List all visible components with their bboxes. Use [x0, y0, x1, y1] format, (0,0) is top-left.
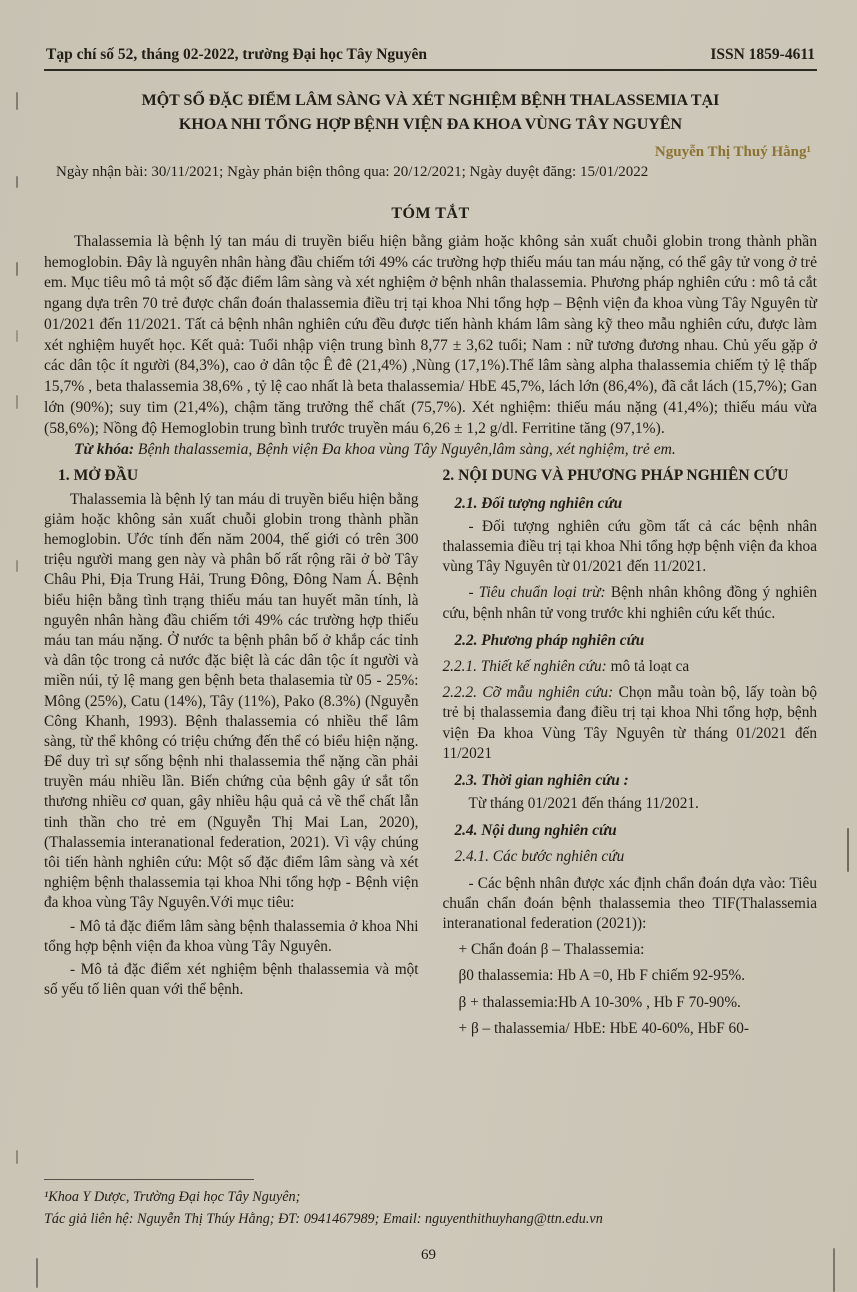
- exclusion-criteria-text: Bệnh nhân không đồng ý nghiên cứu, bệnh nhân tử vong trước khi nghiên cứu kết thúc.: [442, 584, 818, 622]
- design-text: mô tả loạt ca: [606, 657, 690, 675]
- sample-label: 2.2.2. Cỡ mẫu nghiên cứu:: [442, 684, 614, 702]
- diagnosis-beta-heading: + Chẩn đoán β – Thalassemia:: [458, 941, 645, 959]
- methods-section: [443, 466, 818, 1039]
- scan-artifact: [16, 92, 18, 110]
- design-label: 2.2.1. Thiết kế nghiên cứu:: [442, 657, 607, 675]
- subheading-2-1: 2.1. Đối tượng nghiên cứu: [454, 494, 623, 512]
- footnote-separator: [44, 1179, 254, 1180]
- journal-header: [44, 46, 817, 71]
- corresponding-author: Tác giả liên hệ: Nguyễn Thị Thúy Hằng; ĐT: 0941467989; Email: nguyenthithuyhang@ttn.edu.vn: [44, 1210, 603, 1227]
- two-column-body: [44, 466, 817, 1039]
- keywords-line: [44, 440, 817, 461]
- intro-section: [44, 466, 419, 1039]
- methods-2-2-1: [443, 657, 818, 677]
- methods-heading: 2. NỘI DUNG VÀ PHƯƠNG PHÁP NGHIÊN CỨU: [442, 467, 789, 485]
- article-title-line2: KHOA NHI TỔNG HỢP BỆNH VIỆN ĐA KHOA VÙNG TÂY NGUYÊN: [178, 116, 683, 133]
- diagnosis-beta-hbe: + β – thalassemia/ HbE: HbE 40-60%, HbF 60-: [458, 1019, 749, 1037]
- scan-artifact: [16, 262, 18, 276]
- objective-1: - Mô tả đặc điểm lâm sàng bệnh thalassemia ở khoa Nhi tổng hợp bệnh viện đa khoa vùng Tây Nguyên.: [44, 917, 419, 955]
- scan-artifact: [16, 176, 18, 188]
- article-title: [44, 89, 817, 137]
- methods-2-1-p2: [443, 583, 818, 623]
- scan-artifact: [16, 330, 18, 342]
- subheading-2-4: 2.4. Nội dung nghiên cứu: [454, 822, 617, 840]
- subheading-2-2: 2.2. Phương pháp nghiên cứu: [454, 631, 645, 649]
- methods-2-2-2: [443, 683, 818, 764]
- abstract-body: Thalassemia là bệnh lý tan máu di truyền biểu hiện bằng giảm hoặc không sản xuất chuỗi globin trong thành phần hemoglobin. Đây là nguyên nhân hàng đầu chiếm tới 49% các trường hợp thiếu máu tan máu nặng, có thể gây tử vong ở trẻ em. Mục tiêu mô tả một số đặc điểm lâm sàng và xét nghiệm ở bệnh nhân thalassemia. Phương pháp nghiên cứu : mô tả cắt ngang dựa trên 70 trẻ được chẩn đoán thalassemia điều trị tại khoa Nhi tổng hợp – Bệnh viện đa khoa vùng Tây Nguyên từ 01/2021 đến 11/2021. Tất cả bệnh nhân nghiên cứu đều được tiến hành khám lâm sàng kỹ theo mẫu nghiên cứu, được làm xét nghiệm huyết học. Kết quả: Tuổi nhập viện trung bình 8,77 ± 3,62 tuổi; Nam : nữ tương đương nhau. Chủ yếu gặp ở các dân tộc ít người (84,3%), cao ở dân tộc Ê đê (21,4%) ,Nùng (17,1%).Thể lâm sàng alpha thalassemia chiếm tỷ lệ thấp 15,7% , beta thalassemia 38,6% , tỷ lệ cao nhất là beta thalassemia/ HbE 45,7%, lách lớn (86,4%), đã cắt lách (15,7%); Gan lớn (90%); suy tim (21,4%), chậm tăng trưởng thể chất (75,7%). Xét nghiệm: thiếu máu nặng (41,4%); thiếu máu vừa (58,6%); Nồng độ Hemoglobin trung bình trước truyền máu 6,26 ± 1,2 g/dl. Ferritine tăng (97,1%).: [44, 233, 817, 437]
- author-name: Nguyễn Thị Thuý Hằng¹: [654, 144, 811, 160]
- page-number: 69: [421, 1247, 436, 1263]
- objective-2: - Mô tả đặc điểm xét nghiệm bệnh thalassemia và một số yếu tố liên quan với thể bệnh.: [44, 960, 419, 999]
- footnote: [44, 1187, 817, 1230]
- journal-info: Tạp chí số 52, tháng 02-2022, trường Đại học Tây Nguyên: [46, 46, 428, 63]
- intro-heading: 1. MỞ ĐẦU: [58, 467, 139, 485]
- sample-text: Chọn mẫu toàn bộ, lấy toàn bộ trẻ bị thalassemia đang điều trị tại khoa Nhi tổng hợp, bệnh viện Đa khoa Vùng Tây Nguyên từ tháng 01/2021 đến 11/2021: [442, 684, 817, 762]
- abstract-heading: TÓM TẮT: [391, 205, 470, 222]
- subheading-2-3: 2.3. Thời gian nghiên cứu :: [454, 771, 629, 789]
- subheading-2-4-1: 2.4.1. Các bước nghiên cứu: [454, 848, 625, 866]
- diagnosis-beta0: β0 thalassemia: Hb A =0, Hb F chiếm 92-95%.: [458, 967, 746, 985]
- keywords-label: Từ khóa:: [74, 441, 135, 459]
- author-affiliation: ¹Khoa Y Dược, Trường Đại học Tây Nguyên;: [44, 1189, 301, 1206]
- methods-2-1-p1: - Đối tượng nghiên cứu gồm tất cả các bệnh nhân thalassemia điều trị tại khoa Nhi tổng hợp bệnh viện đa khoa vùng Tây Nguyên từ 01/2021 đến 11/2021.: [442, 517, 817, 576]
- keywords-text: Bệnh thalassemia, Bệnh viện Đa khoa vùng Tây Nguyên,lâm sàng, xét nghiệm, trẻ em.: [134, 441, 676, 459]
- intro-paragraph: Thalassemia là bệnh lý tan máu di truyền biểu hiện bằng giảm hoặc không sản xuất chuỗi globin trong thành phần hemoglobin. Ước tính đến năm 2004, thế giới có trên 300 triệu người mang gen này và phân bố rất rộng rãi ở bờ Tây Châu Phi, Địa Trung Hải, Trung Đông, Đông Nam Á. Bệnh biểu hiện bằng tình trạng thiếu máu tan huyết mãn tính, là nguyên nhân hàng đầu chiếm tới 49% các trường hợp thiếu máu tan máu nặng. Ở nước ta bệnh phân bố ở khắp các tỉnh và dân tộc trong cả nước đặc biệt là các dân tộc ít người và miền núi, tỷ lệ mang gen bệnh beta thalasemia từ 05 - 25%: Mông (25%), Catu (14%), Tây (11%), Pako (8.3%) (Nguyễn Công Khanh, 1993). Bệnh thalassemia có nhiều thể lâm sàng, từ thể không có triệu chứng đến thể có biểu hiện nặng. Để duy trì sự sống bệnh nhi thalassemia thể nặng cần phải truyền máu nhiều lần. Biến chứng của bệnh gây ứ sắt tổn thương nhiều cơ quan, gây nhiều hậu quả cả về thể chất lẫn tinh thần cho trẻ em (Nguyễn Thị Mai Lan, 2020), (Thalassemia interanational federation, 2021). Vì vậy chúng tôi tiến hành nghiên cứu: Một số đặc điểm lâm sàng và xét nghiệm bệnh thalassemia tại khoa Nhi tổng hợp - Bệnh viện đa khoa vùng Tây Nguyên.Với mục tiêu:: [44, 490, 419, 912]
- scan-artifact: [16, 560, 18, 572]
- scan-artifact: [16, 1150, 18, 1164]
- exclusion-criteria-label: - Tiêu chuẩn loại trừ:: [468, 584, 606, 602]
- diagnosis-beta-plus: β + thalassemia:Hb A 10-30% , Hb F 70-90%.: [458, 993, 741, 1011]
- submission-dates: Ngày nhận bài: 30/11/2021; Ngày phản biện thông qua: 20/12/2021; Ngày duyệt đăng: 15/01/2022: [56, 164, 649, 180]
- issn-label: ISSN 1859-4611: [710, 46, 815, 63]
- methods-2-4-1-p1: - Các bệnh nhân được xác định chẩn đoán dựa vào: Tiêu chuẩn chẩn đoán bệnh thalassemia theo TIF(Thalassemia interanational federation (2021)):: [442, 874, 817, 933]
- methods-2-3-p1: Từ tháng 01/2021 đến tháng 11/2021.: [468, 795, 699, 813]
- scan-artifact: [16, 395, 18, 409]
- scan-artifact: [847, 828, 849, 872]
- article-title-line1: MỘT SỐ ĐẶC ĐIỂM LÂM SÀNG VÀ XÉT NGHIỆM BỆNH THALASSEMIA TẠI: [141, 92, 720, 109]
